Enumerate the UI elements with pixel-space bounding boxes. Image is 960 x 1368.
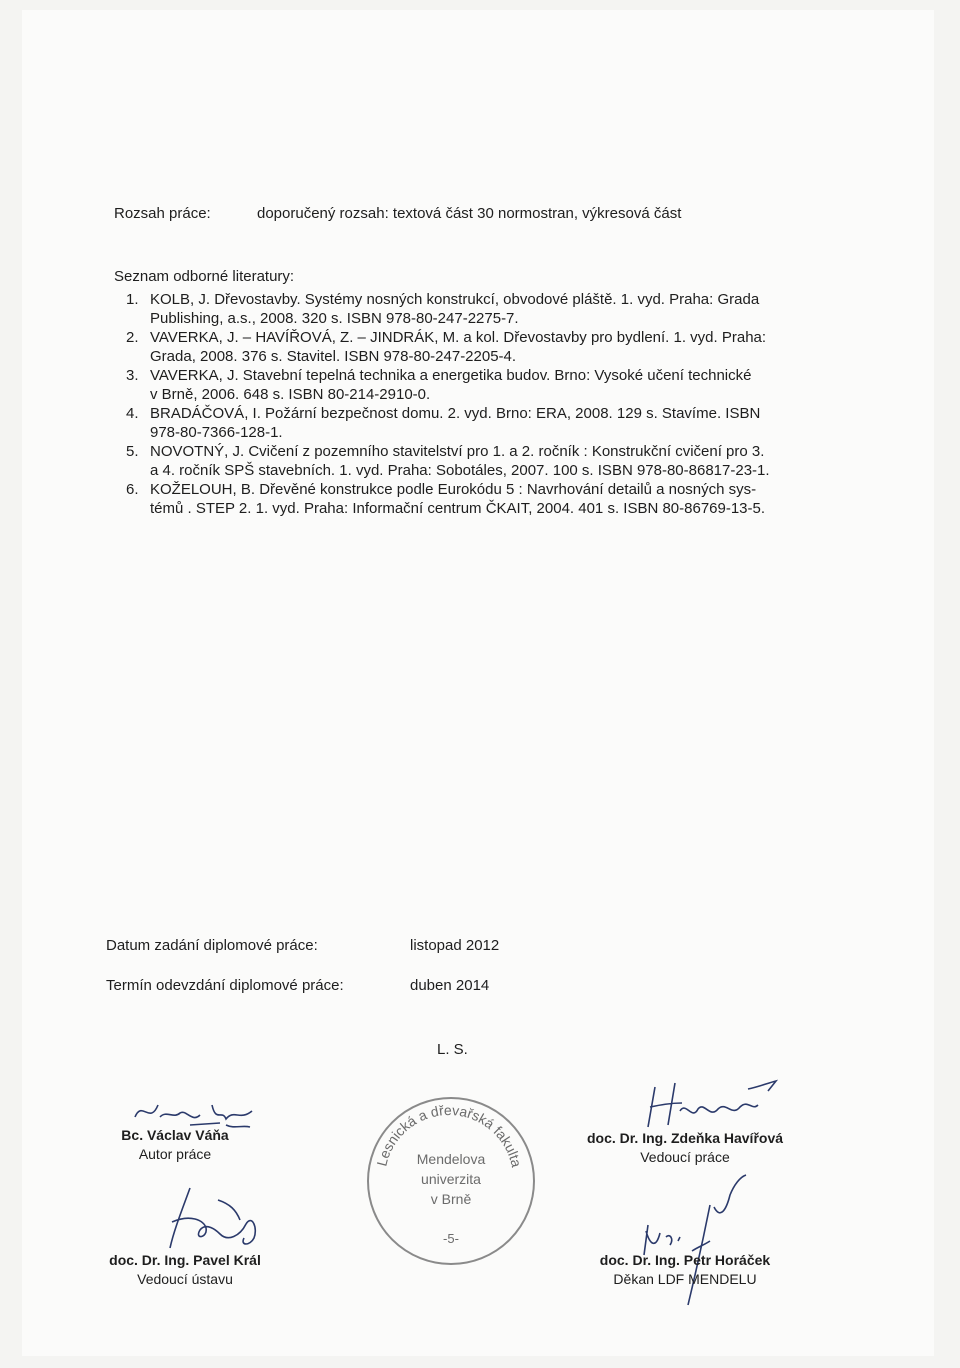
stamp-number: -5- — [443, 1231, 459, 1246]
author-block — [105, 1126, 245, 1164]
literature-item-number: 1. — [126, 291, 139, 308]
literature-item-number: 6. — [126, 481, 139, 498]
literature-item — [126, 442, 806, 480]
dean-name: doc. Dr. Ing. Petr Horáček — [599, 1252, 771, 1268]
literature-item-line: BRADÁČOVÁ, I. Požární bezpečnost domu. 2. vyd. Brno: ERA, 2008. 129 s. Stavíme. ISBN — [150, 405, 761, 422]
literature-item-line: VAVERKA, J. Stavební tepelná technika a energetika budov. Brno: Vysoké učení technické — [150, 367, 752, 384]
literature-item-line: Grada, 2008. 376 s. Stavitel. ISBN 978-80-247-2205-4. — [150, 348, 517, 365]
scope-value: doporučený rozsah: textová část 30 normostran, výkresová část — [257, 205, 682, 222]
literature-item — [126, 290, 806, 328]
literature-heading: Seznam odborné literatury: — [114, 268, 295, 285]
due-date-value: duben 2014 — [410, 977, 490, 994]
scope-label: Rozsah práce: — [114, 205, 211, 222]
literature-item-line: v Brně, 2006. 648 s. ISBN 80-214-2910-0. — [150, 386, 431, 403]
stamp-ring-text: Lesnická a dřevařská fakulta — [373, 1101, 525, 1169]
stamp-line-3: v Brně — [430, 1191, 472, 1207]
supervisor-signature — [640, 1075, 780, 1135]
literature-item — [126, 404, 806, 442]
head-block — [100, 1251, 270, 1289]
literature-item — [126, 480, 806, 518]
dean-block — [585, 1251, 785, 1289]
literature-item-number: 2. — [126, 329, 139, 346]
literature-item-line: KOŽELOUH, B. Dřevěné konstrukce podle Eurokódu 5 : Navrhování detailů a nosných sys- — [150, 481, 757, 498]
assigned-date-label: Datum zadání diplomové práce: — [106, 937, 318, 954]
literature-item-number: 4. — [126, 405, 139, 422]
dean-role: Děkan LDF MENDELU — [613, 1271, 757, 1287]
literature-list — [126, 290, 806, 518]
literature-item-line: témů . STEP 2. 1. vyd. Praha: Informační centrum ČKAIT, 2004. 401 s. ISBN 80-86769-13-5. — [150, 500, 766, 517]
due-date-label: Termín odevzdání diplomové práce: — [106, 977, 344, 994]
stamp-line-2: univerzita — [421, 1171, 481, 1187]
show-through-text — [90, 150, 94, 165]
head-name: doc. Dr. Ing. Pavel Král — [109, 1252, 261, 1268]
literature-item-line: NOVOTNÝ, J. Cvičení z pozemního stavitelství pro 1. a 2. ročník : Konstrukční cvičení pro 3. — [150, 443, 765, 460]
literature-item — [126, 366, 806, 404]
literature-item-line: a 4. ročník SPŠ stavebních. 1. vyd. Praha: Sobotáles, 2007. 100 s. ISBN 978-80-86817-23-1. — [150, 462, 770, 479]
author-name: Bc. Václav Váňa — [121, 1127, 229, 1143]
supervisor-name: doc. Dr. Ing. Zdeňka Havířová — [586, 1130, 784, 1146]
stamp-line-1: Mendelova — [416, 1151, 486, 1167]
literature-item-line: 978-80-7366-128-1. — [150, 424, 283, 441]
assigned-date-value: listopad 2012 — [410, 937, 500, 954]
literature-item-number: 5. — [126, 443, 139, 460]
literature-item-line: Publishing, a.s., 2008. 320 s. ISBN 978-80-247-2275-7. — [150, 310, 519, 327]
head-signature — [160, 1180, 270, 1255]
literature-item-number: 3. — [126, 367, 139, 384]
literature-item — [126, 328, 806, 366]
official-stamp — [367, 1097, 535, 1265]
literature-item-line: KOLB, J. Dřevostavby. Systémy nosných konstrukcí, obvodové pláště. 1. vyd. Praha: Grada — [150, 291, 760, 308]
author-role: Autor práce — [138, 1146, 212, 1162]
supervisor-role: Vedoucí práce — [640, 1149, 730, 1165]
ls-mark: L. S. — [437, 1041, 468, 1058]
supervisor-block — [580, 1129, 790, 1167]
literature-item-line: VAVERKA, J. – HAVÍŘOVÁ, Z. – JINDRÁK, M. a kol. Dřevostavby pro bydlení. 1. vyd. Praha: — [150, 329, 767, 346]
head-role: Vedoucí ústavu — [137, 1271, 233, 1287]
